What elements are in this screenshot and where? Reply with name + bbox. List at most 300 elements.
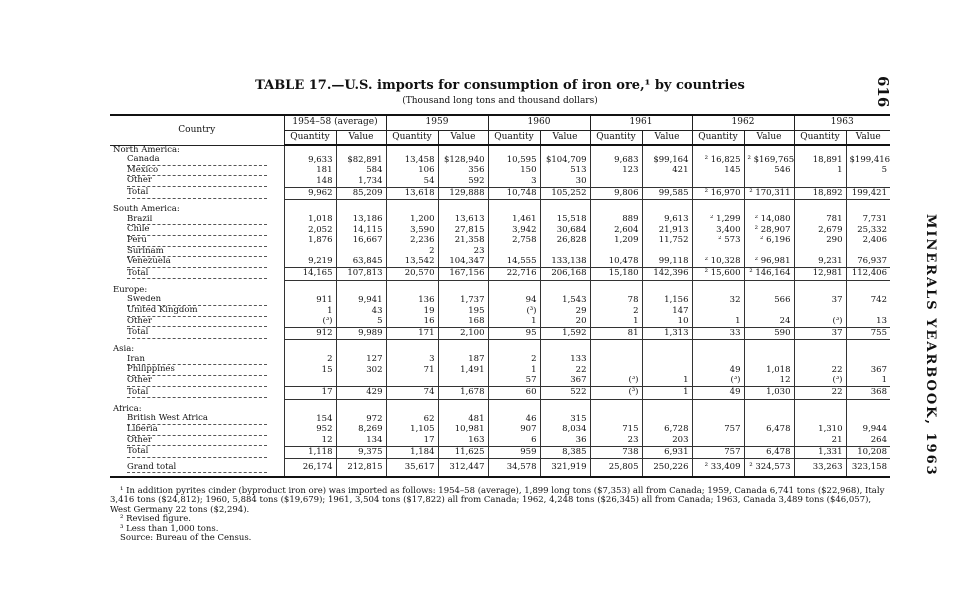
quantity-cell: 1 bbox=[488, 317, 540, 328]
empty-cell bbox=[488, 286, 540, 296]
empty-cell bbox=[284, 145, 336, 155]
value-cell bbox=[744, 176, 794, 187]
value-cell: 481 bbox=[438, 414, 488, 425]
quantity-cell: 17 bbox=[386, 436, 438, 447]
value-cell: 195 bbox=[438, 306, 488, 317]
empty-cell bbox=[846, 286, 890, 296]
value-cell bbox=[744, 247, 794, 258]
quantity-cell: 3,590 bbox=[386, 225, 438, 236]
value-cell: 590 bbox=[744, 327, 794, 340]
quantity-cell: 290 bbox=[794, 236, 846, 247]
row-label-text: Other bbox=[127, 176, 267, 187]
value-cell: 1,737 bbox=[438, 295, 488, 306]
region-row bbox=[110, 405, 890, 415]
quantity-cell: 16 bbox=[386, 317, 438, 328]
quantity-cell bbox=[794, 176, 846, 187]
quantity-cell bbox=[284, 376, 336, 387]
quantity-cell: ² 1,299 bbox=[692, 215, 744, 226]
region-row bbox=[110, 145, 890, 155]
value-cell: 264 bbox=[846, 436, 890, 447]
empty-cell bbox=[540, 145, 590, 155]
empty-cell bbox=[336, 205, 386, 215]
value-cell: 168 bbox=[438, 317, 488, 328]
quantity-cell: 123 bbox=[590, 166, 642, 177]
empty-cell bbox=[692, 345, 744, 355]
empty-cell bbox=[590, 145, 642, 155]
value-cell: 323,158 bbox=[846, 459, 890, 478]
value-cell: 99,585 bbox=[642, 187, 692, 200]
table-subtitle: (Thousand long tons and thousand dollars) bbox=[402, 96, 598, 106]
row-label-text: Peru bbox=[127, 236, 267, 247]
value-cell: 25,332 bbox=[846, 225, 890, 236]
value-cell: 755 bbox=[846, 327, 890, 340]
quantity-cell: 22 bbox=[794, 387, 846, 400]
value-cell: 584 bbox=[336, 166, 386, 177]
empty-cell bbox=[846, 145, 890, 155]
value-cell bbox=[744, 355, 794, 366]
value-cell: ² 324,573 bbox=[744, 459, 794, 478]
value-cell: 85,209 bbox=[336, 187, 386, 200]
quantity-header: Quantity bbox=[692, 130, 744, 145]
quantity-cell: (³) bbox=[284, 317, 336, 328]
value-cell: 11,625 bbox=[438, 446, 488, 459]
quantity-cell bbox=[692, 355, 744, 366]
quantity-cell: 15 bbox=[284, 365, 336, 376]
value-cell: 367 bbox=[846, 365, 890, 376]
value-cell: 21,358 bbox=[438, 236, 488, 247]
value-cell: 167,156 bbox=[438, 268, 488, 281]
value-cell: 104,347 bbox=[438, 257, 488, 268]
quantity-cell: 889 bbox=[590, 215, 642, 226]
row-label-text: Surinam bbox=[127, 247, 267, 258]
value-cell: 1 bbox=[642, 387, 692, 400]
quantity-cell: 912 bbox=[284, 327, 336, 340]
country-label bbox=[110, 317, 284, 328]
quantity-cell: 78 bbox=[590, 295, 642, 306]
value-cell: 6,931 bbox=[642, 446, 692, 459]
quantity-cell bbox=[590, 414, 642, 425]
value-cell: 11,752 bbox=[642, 236, 692, 247]
value-header: Value bbox=[642, 130, 692, 145]
quantity-cell: 145 bbox=[692, 166, 744, 177]
quantity-cell: 1 bbox=[794, 166, 846, 177]
country-row bbox=[110, 155, 890, 166]
region-row bbox=[110, 205, 890, 215]
value-cell: 421 bbox=[642, 166, 692, 177]
value-cell: ² 96,981 bbox=[744, 257, 794, 268]
source-note: Source: Bureau of the Census. bbox=[120, 533, 252, 544]
empty-cell bbox=[846, 205, 890, 215]
value-cell: $199,416 bbox=[846, 155, 890, 166]
value-cell: 9,941 bbox=[336, 295, 386, 306]
value-cell: ² 28,907 bbox=[744, 225, 794, 236]
empty-cell bbox=[386, 145, 438, 155]
quantity-cell: (³) bbox=[794, 317, 846, 328]
total-label bbox=[110, 268, 284, 281]
quantity-cell bbox=[590, 247, 642, 258]
running-head: MINERALS YEARBOOK, 1963 bbox=[923, 214, 938, 477]
region-label: Africa: bbox=[113, 404, 142, 414]
quantity-cell bbox=[590, 355, 642, 366]
value-cell: 13,186 bbox=[336, 215, 386, 226]
value-cell: 250,226 bbox=[642, 459, 692, 478]
empty-cell bbox=[794, 345, 846, 355]
country-row bbox=[110, 355, 890, 366]
value-cell: 9,989 bbox=[336, 327, 386, 340]
value-cell: 12 bbox=[744, 376, 794, 387]
value-cell: 29 bbox=[540, 306, 590, 317]
country-label bbox=[110, 155, 284, 166]
value-cell: 147 bbox=[642, 306, 692, 317]
value-cell: 1,678 bbox=[438, 387, 488, 400]
quantity-cell: 62 bbox=[386, 414, 438, 425]
country-row bbox=[110, 166, 890, 177]
empty-cell bbox=[794, 145, 846, 155]
quantity-cell: 32 bbox=[692, 295, 744, 306]
quantity-cell: 3,400 bbox=[692, 225, 744, 236]
quantity-cell: 952 bbox=[284, 425, 336, 436]
value-cell: 43 bbox=[336, 306, 386, 317]
country-label bbox=[110, 425, 284, 436]
value-cell bbox=[846, 355, 890, 366]
quantity-cell: 95 bbox=[488, 327, 540, 340]
row-label-text: Total bbox=[127, 328, 267, 339]
region-label: North America: bbox=[113, 145, 180, 155]
empty-cell bbox=[488, 205, 540, 215]
country-label bbox=[110, 355, 284, 366]
quantity-cell: (³) bbox=[794, 376, 846, 387]
quantity-cell: 959 bbox=[488, 446, 540, 459]
quantity-cell: 18,892 bbox=[794, 187, 846, 200]
country-row bbox=[110, 425, 890, 436]
row-label-text: Mexico bbox=[127, 166, 267, 177]
imports-table-container bbox=[110, 114, 890, 478]
value-cell: 566 bbox=[744, 295, 794, 306]
value-cell: 206,168 bbox=[540, 268, 590, 281]
value-cell: 134 bbox=[336, 436, 386, 447]
empty-cell bbox=[642, 405, 692, 415]
value-cell: 1,018 bbox=[744, 365, 794, 376]
value-cell: 10,208 bbox=[846, 446, 890, 459]
empty-cell bbox=[284, 345, 336, 355]
quantity-cell bbox=[590, 176, 642, 187]
value-cell: 5 bbox=[846, 166, 890, 177]
row-label-text: Other bbox=[127, 376, 267, 387]
region-label: Asia: bbox=[113, 345, 135, 355]
value-header: Value bbox=[336, 130, 386, 145]
value-cell: 522 bbox=[540, 387, 590, 400]
country-label bbox=[110, 215, 284, 226]
quantity-cell: 23 bbox=[590, 436, 642, 447]
value-cell: 1,491 bbox=[438, 365, 488, 376]
country-label bbox=[110, 247, 284, 258]
total-row bbox=[110, 268, 890, 281]
value-cell: 1,156 bbox=[642, 295, 692, 306]
country-label bbox=[110, 257, 284, 268]
country-label bbox=[110, 295, 284, 306]
value-cell: 22 bbox=[540, 365, 590, 376]
quantity-cell: 911 bbox=[284, 295, 336, 306]
country-row bbox=[110, 176, 890, 187]
empty-cell bbox=[744, 205, 794, 215]
quantity-cell: 1,200 bbox=[386, 215, 438, 226]
empty-cell bbox=[794, 205, 846, 215]
value-cell: ² 170,311 bbox=[744, 187, 794, 200]
empty-cell bbox=[386, 345, 438, 355]
quantity-cell: 2 bbox=[386, 247, 438, 258]
value-cell: 127 bbox=[336, 355, 386, 366]
quantity-cell: 9,231 bbox=[794, 257, 846, 268]
value-cell: 356 bbox=[438, 166, 488, 177]
row-label-text: Brazil bbox=[127, 215, 267, 226]
quantity-cell: 1,209 bbox=[590, 236, 642, 247]
value-cell bbox=[642, 365, 692, 376]
empty-cell bbox=[284, 405, 336, 415]
quantity-cell bbox=[794, 414, 846, 425]
quantity-cell: 9,219 bbox=[284, 257, 336, 268]
value-cell bbox=[744, 306, 794, 317]
value-cell: 1,734 bbox=[336, 176, 386, 187]
quantity-cell: 22,716 bbox=[488, 268, 540, 281]
value-cell: 6,478 bbox=[744, 425, 794, 436]
empty-cell bbox=[488, 405, 540, 415]
value-cell: 30 bbox=[540, 176, 590, 187]
quantity-cell: ² 33,409 bbox=[692, 459, 744, 478]
quantity-cell: 2,604 bbox=[590, 225, 642, 236]
country-label bbox=[110, 236, 284, 247]
row-label-text: British West Africa bbox=[127, 414, 267, 425]
empty-cell bbox=[692, 145, 744, 155]
quantity-cell: 2,052 bbox=[284, 225, 336, 236]
empty-cell bbox=[438, 205, 488, 215]
value-cell: 24 bbox=[744, 317, 794, 328]
value-cell: 16,667 bbox=[336, 236, 386, 247]
value-cell: 20 bbox=[540, 317, 590, 328]
value-cell: 187 bbox=[438, 355, 488, 366]
value-cell: 10 bbox=[642, 317, 692, 328]
quantity-cell bbox=[386, 376, 438, 387]
region-row bbox=[110, 345, 890, 355]
region-label: South America: bbox=[113, 205, 180, 215]
row-label-text: Sweden bbox=[127, 295, 267, 306]
empty-cell bbox=[642, 145, 692, 155]
quantity-cell: 2 bbox=[590, 306, 642, 317]
country-label bbox=[110, 376, 284, 387]
total-row bbox=[110, 327, 890, 340]
quantity-cell: 171 bbox=[386, 327, 438, 340]
quantity-cell bbox=[692, 247, 744, 258]
row-label-text: Grand total bbox=[127, 463, 267, 474]
row-label-text: Other bbox=[127, 317, 267, 328]
quantity-header: Quantity bbox=[590, 130, 642, 145]
quantity-cell: 13,618 bbox=[386, 187, 438, 200]
row-label-text: Canada bbox=[127, 155, 267, 166]
value-cell: 63,845 bbox=[336, 257, 386, 268]
quantity-cell: 60 bbox=[488, 387, 540, 400]
empty-cell bbox=[692, 405, 744, 415]
quantity-cell: 12 bbox=[284, 436, 336, 447]
value-cell: 8,385 bbox=[540, 446, 590, 459]
value-cell: 9,944 bbox=[846, 425, 890, 436]
quantity-cell: 81 bbox=[590, 327, 642, 340]
quantity-cell: 33 bbox=[692, 327, 744, 340]
quantity-cell: 9,633 bbox=[284, 155, 336, 166]
quantity-cell: 2 bbox=[284, 355, 336, 366]
quantity-cell: 1,331 bbox=[794, 446, 846, 459]
empty-cell bbox=[336, 405, 386, 415]
quantity-cell: 9,683 bbox=[590, 155, 642, 166]
quantity-cell: 148 bbox=[284, 176, 336, 187]
value-cell: 742 bbox=[846, 295, 890, 306]
value-cell: 513 bbox=[540, 166, 590, 177]
quantity-cell: 20,570 bbox=[386, 268, 438, 281]
empty-cell bbox=[284, 286, 336, 296]
quantity-header: Quantity bbox=[386, 130, 438, 145]
quantity-cell: 13,542 bbox=[386, 257, 438, 268]
quantity-cell bbox=[692, 306, 744, 317]
quantity-cell: 150 bbox=[488, 166, 540, 177]
value-cell: 972 bbox=[336, 414, 386, 425]
quantity-cell bbox=[692, 176, 744, 187]
empty-cell bbox=[386, 405, 438, 415]
value-cell bbox=[744, 436, 794, 447]
quantity-cell: 10,748 bbox=[488, 187, 540, 200]
value-cell: 30,684 bbox=[540, 225, 590, 236]
value-cell: ² 14,080 bbox=[744, 215, 794, 226]
country-row bbox=[110, 436, 890, 447]
value-cell: 6,728 bbox=[642, 425, 692, 436]
empty-cell bbox=[540, 205, 590, 215]
value-cell: 14,115 bbox=[336, 225, 386, 236]
empty-cell bbox=[438, 345, 488, 355]
empty-cell bbox=[488, 145, 540, 155]
table-title: TABLE 17.—U.S. imports for consumption of iron ore,¹ by countries bbox=[255, 78, 745, 93]
quantity-cell: 1 bbox=[590, 317, 642, 328]
country-label bbox=[110, 414, 284, 425]
value-cell: 142,396 bbox=[642, 268, 692, 281]
value-cell: 312,447 bbox=[438, 459, 488, 478]
quantity-cell: 1,184 bbox=[386, 446, 438, 459]
value-cell: 546 bbox=[744, 166, 794, 177]
empty-cell bbox=[590, 286, 642, 296]
value-cell: 13 bbox=[846, 317, 890, 328]
empty-cell bbox=[540, 345, 590, 355]
quantity-cell: 757 bbox=[692, 446, 744, 459]
empty-cell bbox=[642, 345, 692, 355]
quantity-cell: ² 15,600 bbox=[692, 268, 744, 281]
value-cell: 8,269 bbox=[336, 425, 386, 436]
value-cell: ² 6,196 bbox=[744, 236, 794, 247]
empty-cell bbox=[284, 205, 336, 215]
value-cell: 99,118 bbox=[642, 257, 692, 268]
empty-cell bbox=[540, 405, 590, 415]
country-label bbox=[110, 166, 284, 177]
quantity-cell: 1,310 bbox=[794, 425, 846, 436]
quantity-cell: 19 bbox=[386, 306, 438, 317]
value-cell: 321,919 bbox=[540, 459, 590, 478]
value-header: Value bbox=[540, 130, 590, 145]
quantity-cell bbox=[284, 247, 336, 258]
quantity-cell: 181 bbox=[284, 166, 336, 177]
country-label bbox=[110, 306, 284, 317]
empty-cell bbox=[438, 145, 488, 155]
value-cell: 133 bbox=[540, 355, 590, 366]
empty-cell bbox=[336, 145, 386, 155]
quantity-cell: 71 bbox=[386, 365, 438, 376]
quantity-cell: (³) bbox=[590, 376, 642, 387]
quantity-cell: ² 573 bbox=[692, 236, 744, 247]
value-cell: 2,406 bbox=[846, 236, 890, 247]
value-cell: 8,034 bbox=[540, 425, 590, 436]
country-label bbox=[110, 225, 284, 236]
country-row bbox=[110, 306, 890, 317]
grand-total-label bbox=[110, 459, 284, 478]
total-label bbox=[110, 387, 284, 400]
quantity-cell: 15,180 bbox=[590, 268, 642, 281]
value-cell: 367 bbox=[540, 376, 590, 387]
header-row-periods bbox=[110, 115, 890, 130]
empty-cell bbox=[846, 405, 890, 415]
empty-cell bbox=[488, 345, 540, 355]
total-label bbox=[110, 446, 284, 459]
quantity-cell: 2 bbox=[488, 355, 540, 366]
quantity-cell: 37 bbox=[794, 327, 846, 340]
empty-cell bbox=[692, 205, 744, 215]
value-cell: 13,613 bbox=[438, 215, 488, 226]
quantity-cell: 74 bbox=[386, 387, 438, 400]
quantity-cell: 757 bbox=[692, 425, 744, 436]
quantity-cell: 33,263 bbox=[794, 459, 846, 478]
quantity-cell: 54 bbox=[386, 176, 438, 187]
value-cell bbox=[540, 247, 590, 258]
value-cell bbox=[846, 247, 890, 258]
country-row bbox=[110, 236, 890, 247]
total-label bbox=[110, 187, 284, 200]
quantity-cell bbox=[692, 414, 744, 425]
quantity-cell: 1 bbox=[488, 365, 540, 376]
empty-cell bbox=[590, 405, 642, 415]
row-label-text: Liberia bbox=[127, 425, 267, 436]
grand-total-row bbox=[110, 459, 890, 478]
value-cell: 1,592 bbox=[540, 327, 590, 340]
empty-cell bbox=[642, 205, 692, 215]
value-cell: 76,937 bbox=[846, 257, 890, 268]
country-row bbox=[110, 376, 890, 387]
value-cell: 163 bbox=[438, 436, 488, 447]
value-cell: ² 146,164 bbox=[744, 268, 794, 281]
empty-cell bbox=[642, 286, 692, 296]
value-cell: 315 bbox=[540, 414, 590, 425]
quantity-cell: 9,806 bbox=[590, 187, 642, 200]
quantity-cell: 3,942 bbox=[488, 225, 540, 236]
empty-cell bbox=[794, 286, 846, 296]
value-cell: ² $169,765 bbox=[744, 155, 794, 166]
value-cell: 15,518 bbox=[540, 215, 590, 226]
value-cell: 105,252 bbox=[540, 187, 590, 200]
country-row bbox=[110, 225, 890, 236]
quantity-cell: 2,758 bbox=[488, 236, 540, 247]
value-cell: 27,815 bbox=[438, 225, 488, 236]
quantity-cell: 154 bbox=[284, 414, 336, 425]
quantity-cell: 1 bbox=[692, 317, 744, 328]
quantity-cell: 21 bbox=[794, 436, 846, 447]
total-row bbox=[110, 187, 890, 200]
value-cell: 1,313 bbox=[642, 327, 692, 340]
country-row bbox=[110, 317, 890, 328]
quantity-cell: 10,595 bbox=[488, 155, 540, 166]
quantity-cell: 10,478 bbox=[590, 257, 642, 268]
empty-cell bbox=[438, 286, 488, 296]
